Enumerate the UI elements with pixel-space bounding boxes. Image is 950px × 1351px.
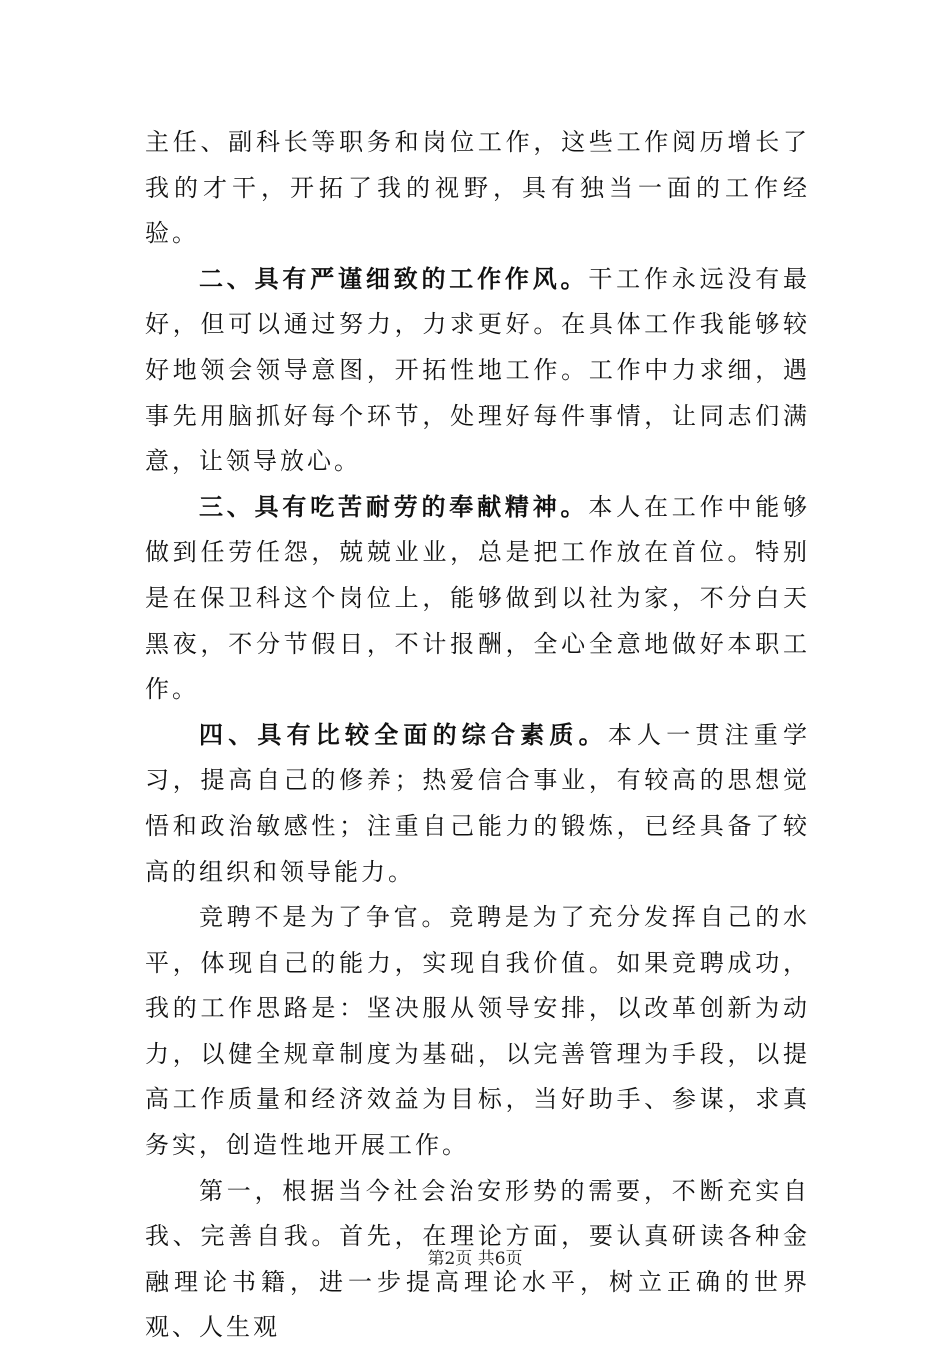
paragraph-4 (145, 713, 810, 895)
paragraph-4-heading: 四、具有比较全面的综合素质。 (199, 720, 608, 749)
paragraph-2 (145, 257, 810, 485)
page-footer (0, 1244, 950, 1269)
paragraph-2-heading: 二、具有严谨细致的工作作风。 (199, 264, 589, 293)
paragraph-6-text: 第一，根据当今社会治安形势的需要，不断充实自我、完善自我。首先，在理论方面，要认真研读各种金融理论书籍，进一步提高理论水平，树立正确的世界观、人生观 (145, 1176, 810, 1342)
body-text (145, 120, 810, 1351)
paragraph-3 (145, 485, 810, 713)
paragraph-3-text: 本人在工作中能够做到任劳任怨，兢兢业业，总是把工作放在首位。特别是在保卫科这个岗位上，能够做到以社为家，不分白天黑夜，不分节假日，不计报酬，全心全意地做好本职工作。 (145, 492, 811, 704)
paragraph-1 (145, 120, 810, 257)
paragraph-1-text: 主任、副科长等职务和岗位工作，这些工作阅历增长了我的才干，开拓了我的视野，具有独当一面的工作经验。 (145, 128, 810, 248)
page-number-label: 第2页 共6页 (427, 1249, 523, 1269)
paragraph-5 (145, 895, 810, 1169)
paragraph-5-text: 竞聘不是为了争官。竞聘是为了充分发挥自己的水平，体现自己的能力，实现自我价值。如果竞聘成功，我的工作思路是：坚决服从领导安排，以改革创新为动力，以健全规章制度为基础，以完善管理为手段，以提高工作质量和经济效益为目标，当好助手、参谋，求真务实，创造性地开展工作。 (145, 903, 810, 1160)
paragraph-4-text: 本人一贯注重学习，提高自己的修养；热爱信合事业，有较高的思想觉悟和政治敏感性；注重自己能力的锻炼，已经具备了较高的组织和领导能力。 (145, 720, 811, 886)
paragraph-3-heading: 三、具有吃苦耐劳的奉献精神。 (199, 492, 589, 521)
paragraph-2-text: 干工作永远没有最好，但可以通过努力，力求更好。在具体工作我能够较好地领会领导意图，开拓性地工作。工作中力求细，遇事先用脑抓好每个环节，处理好每件事情，让同志们满意，让领导放心。 (145, 264, 811, 476)
